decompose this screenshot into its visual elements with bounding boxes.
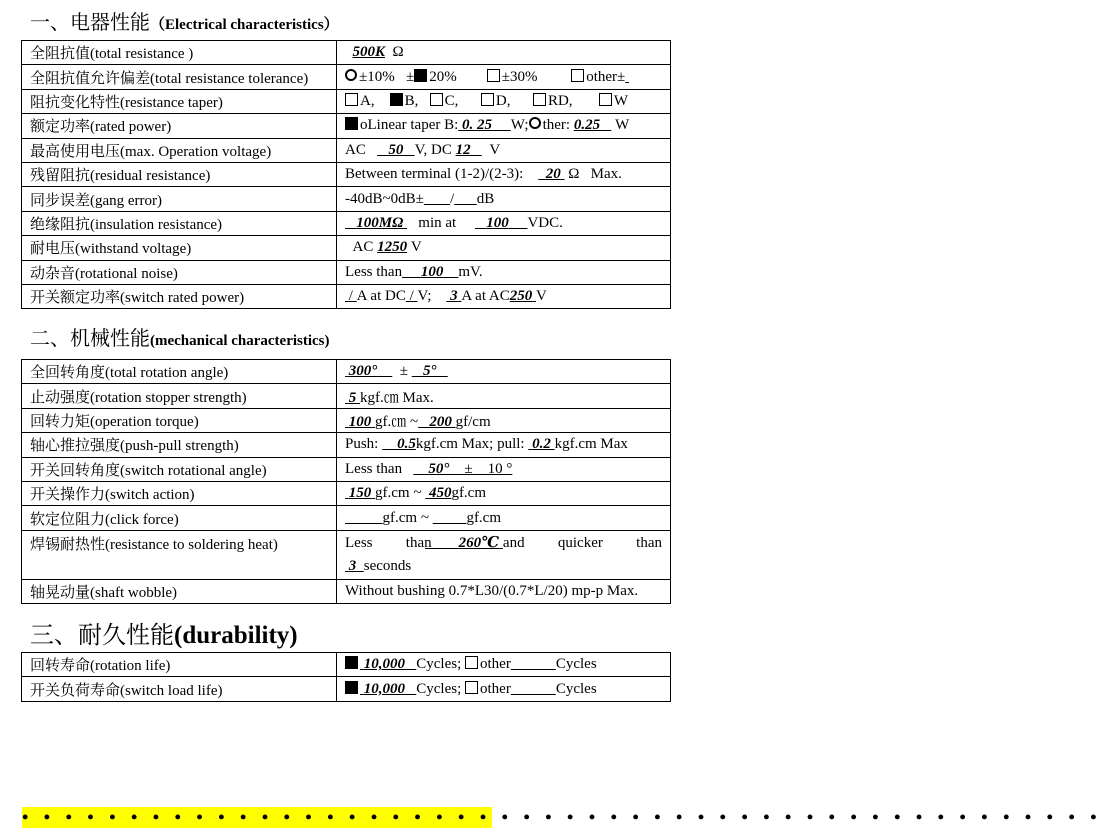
unit: dB	[476, 190, 495, 207]
table-row	[22, 284, 671, 308]
checkbox-icon	[465, 681, 478, 694]
value-text: other	[480, 680, 511, 697]
checked-box-icon	[414, 69, 427, 82]
field-value: 450	[428, 485, 452, 502]
row-label: 全阻抗值(total resistance )	[22, 41, 337, 65]
unit: V	[410, 239, 422, 256]
row-label: 全回转角度(total rotation angle)	[22, 360, 337, 384]
value-text: kgf.cm Max; pull:	[415, 436, 525, 453]
table-row	[22, 260, 671, 284]
row-label: 同步误差(gang error)	[22, 187, 337, 211]
section-subtitle: (durability)	[174, 622, 298, 649]
value-text: Cycles;	[416, 656, 462, 673]
value-text: gf.cm ~	[382, 509, 429, 526]
option-text: ±30%	[501, 68, 538, 85]
unit: gf.cm	[466, 509, 502, 526]
field-value: 500K	[352, 44, 386, 61]
row-value	[337, 433, 671, 457]
table-row	[22, 506, 671, 530]
selected-circle-icon	[529, 117, 541, 129]
field-value: 150	[348, 485, 372, 502]
table-row	[22, 530, 671, 579]
row-value	[337, 211, 671, 235]
field-value: 300°	[348, 363, 378, 380]
table-row	[22, 236, 671, 260]
value-text: Cycles	[555, 656, 597, 673]
value-text: A at DC	[356, 288, 406, 305]
row-value	[337, 360, 671, 384]
value-text: A at AC	[461, 288, 510, 305]
row-label: 最高使用电压(max. Operation voltage)	[22, 138, 337, 162]
table-row	[22, 579, 671, 603]
row-value	[337, 260, 671, 284]
electrical-table	[21, 40, 671, 309]
checkbox-icon	[487, 69, 500, 82]
table-row	[22, 114, 671, 138]
section-title: 二、机械性能	[30, 326, 150, 350]
checkbox-icon	[481, 93, 494, 106]
row-label: 阻抗变化特性(resistance taper)	[22, 89, 337, 113]
field-value: 100	[486, 214, 509, 231]
section-heading-mechanical	[30, 322, 330, 351]
value-text: V;	[417, 288, 432, 305]
field-value: 0. 25	[462, 117, 493, 134]
table-row	[22, 433, 671, 457]
option-text: D,	[495, 92, 511, 109]
row-value	[337, 41, 671, 65]
unit: gf/cm	[455, 413, 491, 430]
value-text: Cycles;	[416, 680, 462, 697]
section-heading-electrical	[30, 6, 339, 35]
row-value	[337, 114, 671, 138]
field-value: 12	[455, 141, 471, 158]
checked-box-icon	[345, 117, 358, 130]
row-value	[337, 384, 671, 408]
unit: Ω	[568, 166, 580, 183]
row-label: 回转寿命(rotation life)	[22, 653, 337, 677]
row-value	[337, 284, 671, 308]
row-label: 回转力矩(operation torque)	[22, 408, 337, 432]
row-value	[337, 457, 671, 481]
field-value: 200	[429, 413, 452, 430]
option-text: ±10%	[359, 68, 395, 85]
table-row	[22, 408, 671, 432]
field-value: 0.25	[573, 117, 601, 134]
value-text: Push:	[345, 436, 379, 453]
value-text: AC	[345, 141, 366, 158]
row-label: 额定功率(rated power)	[22, 114, 337, 138]
field-value: /	[409, 288, 414, 305]
value-text: Cycles	[555, 680, 597, 697]
table-row	[22, 211, 671, 235]
row-label: 开关负荷寿命(switch load life)	[22, 677, 337, 701]
field-value: 5°	[422, 363, 437, 380]
section-heading-durability	[30, 615, 298, 650]
option-text: A,	[360, 92, 375, 109]
row-value	[337, 236, 671, 260]
table-row	[22, 384, 671, 408]
table-row	[22, 677, 671, 701]
unit: kgf.cm Max	[554, 436, 628, 453]
checked-box-icon	[390, 93, 403, 106]
row-value	[337, 65, 671, 89]
table-row	[22, 187, 671, 211]
field-value: 100	[420, 263, 444, 280]
option-text: 20%	[429, 68, 457, 85]
row-label: 耐电压(withstand voltage)	[22, 236, 337, 260]
row-label: 开关操作力(switch action)	[22, 481, 337, 505]
row-value	[337, 89, 671, 113]
section-subtitle: （Electrical characteristics）	[150, 17, 339, 33]
checkbox-icon	[430, 93, 443, 106]
row-value	[337, 138, 671, 162]
field-value: 100MΩ	[356, 214, 404, 231]
row-value	[337, 408, 671, 432]
field-value: 0.2	[532, 436, 551, 453]
value-text: Less than	[345, 460, 403, 477]
value-text: oLinear taper B:	[360, 117, 459, 134]
value-text: ther:	[542, 117, 571, 134]
row-value	[337, 481, 671, 505]
row-label: 止动强度(rotation stopper strength)	[22, 384, 337, 408]
value-text: Max.	[590, 166, 622, 183]
section-title: 一、电器性能	[30, 10, 150, 34]
unit: V	[489, 141, 501, 158]
checkbox-icon	[465, 656, 478, 669]
value-text: gf.㎝ ~	[375, 413, 419, 430]
unit: Ω	[392, 44, 404, 61]
checked-box-icon	[345, 681, 358, 694]
value-text: ±	[399, 363, 408, 380]
field-value: 260℃	[458, 534, 500, 551]
row-label: 全阻抗值允许偏差(total resistance tolerance)	[22, 65, 337, 89]
value-text: Less than	[345, 263, 403, 280]
field-value: 100	[348, 413, 372, 430]
row-label: 软定位阻力(click force)	[22, 506, 337, 530]
field-value: 10,000	[363, 680, 405, 697]
field-value: 0.5	[397, 436, 416, 453]
row-value	[337, 530, 671, 579]
row-value	[337, 653, 671, 677]
table-row	[22, 89, 671, 113]
dotted-rule: • • • • • • • • • • • • • • • • • • • • • • • • • • • • • • • • • • • • • • • • • • • • • • • • • •	[22, 807, 1102, 827]
option-text: W	[613, 92, 628, 109]
table-row	[22, 41, 671, 65]
unit: seconds	[363, 557, 412, 574]
row-label: 动杂音(rotational noise)	[22, 260, 337, 284]
table-row	[22, 65, 671, 89]
table-row	[22, 360, 671, 384]
row-value	[337, 162, 671, 186]
durability-table	[21, 652, 671, 702]
row-value	[337, 187, 671, 211]
field-value: 1250	[377, 239, 408, 256]
field-value: /	[348, 288, 353, 305]
checkbox-icon	[533, 93, 546, 106]
section-subtitle: (mechanical characteristics)	[150, 333, 330, 349]
row-label: 残留阻抗(residual resistance)	[22, 162, 337, 186]
value-text: AC	[352, 239, 374, 256]
field-value: 10,000	[363, 656, 405, 673]
unit: V	[536, 288, 547, 305]
row-label: 轴晃动量(shaft wobble)	[22, 579, 337, 603]
value-text: other	[480, 656, 511, 673]
field-value: 50° ± 10 °	[428, 460, 513, 477]
unit: kgf.㎝ Max.	[360, 389, 434, 406]
unit: W	[615, 117, 630, 134]
field-value: 50	[388, 141, 404, 158]
table-row	[22, 138, 671, 162]
option-text: B,	[404, 92, 419, 109]
field-value: 5	[348, 389, 357, 406]
value-text: W;	[510, 117, 529, 134]
unit: mV.	[458, 263, 483, 280]
table-row	[22, 162, 671, 186]
section-title: 三、耐久性能	[30, 621, 174, 649]
field-value: 3	[348, 557, 357, 574]
field-value: 250	[509, 288, 533, 305]
value-text: gf.cm ~	[375, 485, 422, 502]
table-row	[22, 457, 671, 481]
value-line	[345, 555, 662, 578]
row-value: Without bushing 0.7*L30/(0.7*L/20) mp-p Max.	[337, 579, 671, 603]
checkbox-icon	[599, 93, 612, 106]
checkbox-icon	[345, 93, 358, 106]
field-value: 3	[450, 288, 458, 305]
checkbox-icon	[571, 69, 584, 82]
field-value: 20	[545, 166, 561, 183]
row-label: 绝缘阻抗(insulation resistance)	[22, 211, 337, 235]
row-value	[337, 506, 671, 530]
option-text: other±	[586, 68, 626, 85]
row-value	[337, 677, 671, 701]
option-text: ±	[405, 68, 415, 85]
unit: gf.cm	[451, 485, 487, 502]
mechanical-table	[21, 359, 671, 604]
value-line: Less than 260℃ and quicker than	[345, 534, 662, 551]
value-text: V, DC	[414, 141, 452, 158]
value-text: /	[450, 190, 455, 207]
selected-circle-icon	[345, 69, 357, 81]
option-text: RD,	[547, 92, 573, 109]
value-text: Between terminal (1-2)/(2-3):	[345, 166, 524, 183]
row-label: 开关额定功率(switch rated power)	[22, 284, 337, 308]
unit: VDC.	[527, 214, 563, 231]
table-row	[22, 481, 671, 505]
row-label: 轴心推拉强度(push-pull strength)	[22, 433, 337, 457]
value-text: -40dB~0dB±	[345, 190, 424, 207]
checked-box-icon	[345, 656, 358, 669]
table-row	[22, 653, 671, 677]
value-text: min at	[418, 214, 457, 231]
option-text: C,	[444, 92, 459, 109]
row-label: 开关回转角度(switch rotational angle)	[22, 457, 337, 481]
row-label: 焊锡耐热性(resistance to soldering heat)	[22, 530, 337, 579]
